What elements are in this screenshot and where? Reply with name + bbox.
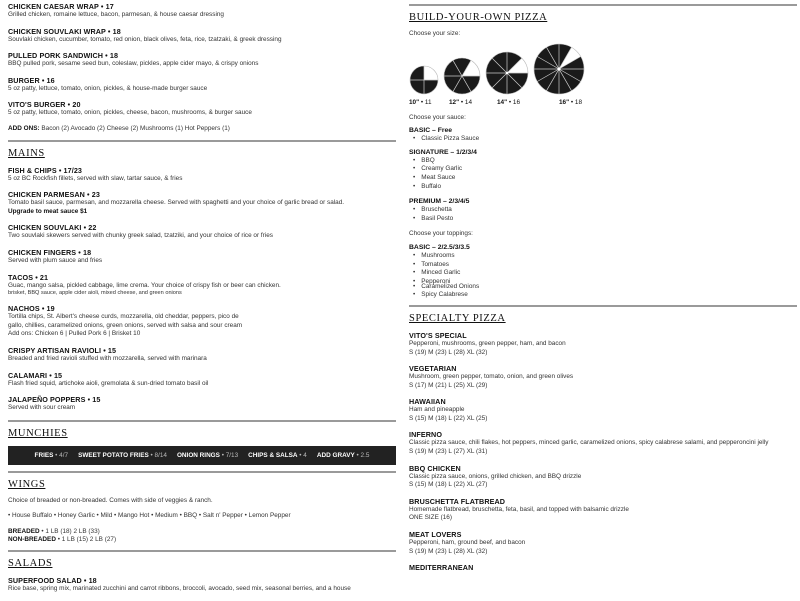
size-label: 12" • 14 (449, 98, 473, 106)
menu-item (409, 364, 797, 390)
divider (409, 305, 797, 307)
topping-option: • Tomatoes (409, 261, 797, 270)
item-desc-overlap: brisket, BBQ sauce, apple cider aioli, mixed cheese, and green onions (8, 290, 182, 297)
topping-option: • Minced Garlic (409, 269, 797, 278)
section-title-specialty-pizza: SPECIALTY PIZZA (409, 312, 506, 324)
munchies-item: SWEET POTATO FRIES • 8/14 (78, 451, 167, 459)
topping-prompt: Choose your toppings: (409, 230, 473, 238)
item-desc: Ham and pineapple (409, 406, 465, 414)
item-prices: S (15) M (18) L (22) XL (25) (409, 414, 488, 422)
topping-group-head: BASIC – 2/2.5/3/3.5 (409, 243, 470, 251)
size-label: 14" • 16 (497, 98, 521, 106)
munchies-item: CHIPS & SALSA • 4 (248, 451, 307, 459)
item-desc: Grilled chicken, romaine lettuce, bacon, parmesan, & house caesar dressing (8, 11, 224, 18)
item-name: BRUSCHETTA FLATBREAD (409, 496, 506, 506)
sauce-prompt: Choose your sauce: (409, 113, 466, 121)
topping-option: • Pepperoni (409, 278, 797, 281)
item-desc: Mushroom, green pepper, tomato, onion, and green olives (409, 373, 574, 381)
item-prices: ONE SIZE (16) (409, 514, 452, 522)
divider (8, 471, 396, 473)
item-desc: Classic pizza sauce, onions, grilled chicken, and BBQ drizzle (409, 472, 582, 480)
item-add-ons: Add ons: Chicken 6 | Pulled Pork 6 | Brisket 10 (8, 330, 141, 338)
section-title-wings: WINGS (8, 478, 46, 490)
item-desc: Served with sour cream (8, 404, 76, 412)
sauce-option: • Creamy Garlic (409, 165, 797, 174)
add-ons (8, 125, 396, 134)
menu-item (8, 304, 396, 339)
right-column (409, 2, 797, 579)
divider (8, 140, 396, 142)
item-name: MEAT LOVERS (409, 530, 462, 540)
item-prices: S (17) M (21) L (25) XL (29) (409, 381, 488, 389)
menu-item (8, 27, 396, 45)
sauce-option: • Basil Pesto (409, 215, 797, 224)
item-desc: Breaded and fried ravioli stuffed with mozzarella, served with marinara (8, 354, 207, 362)
item-name: CALAMARI • 15 (8, 370, 63, 380)
munchies-item: ADD GRAVY • 2.5 (316, 451, 370, 459)
item-upgrade: Upgrade to meat sauce $1 (8, 207, 88, 215)
item-name: BBQ CHICKEN (409, 463, 461, 473)
item-name: VEGETARIAN (409, 364, 457, 374)
topping-option: • Spicy Calabrese (409, 291, 797, 300)
pizza-12-icon (443, 57, 481, 95)
sauce-option: • Buffalo (409, 183, 797, 192)
item-desc: Classic pizza sauce, chili flakes, hot peppers, minced garlic, caramelized onions, spicy calabrese salami, and pepperoncini jelly (409, 439, 769, 447)
menu-item (409, 430, 797, 456)
pizza-10-icon (409, 65, 439, 95)
sauce-group (409, 148, 797, 191)
item-desc: 5 oz patty, lettuce, tomato, onion, pickles, & house-made burger sauce (8, 84, 208, 92)
sauce-option: • Bruschetta (409, 206, 797, 215)
item-prices: S (19) M (23) L (28) XL (32) (409, 348, 488, 356)
menu-item (8, 576, 396, 594)
sauce-group-head: BASIC – Free (409, 127, 453, 135)
item-prices: S (19) M (23) L (28) XL (32) (409, 547, 488, 555)
menu-item (8, 100, 396, 118)
item-desc: Flash fried squid, artichoke aioli, gremolata & sun-dried tomato basil oil (8, 379, 209, 387)
menu-item (409, 530, 797, 556)
left-column (8, 2, 396, 601)
menu-item (409, 464, 797, 490)
wings-nonbreaded: NON-BREADED • 1 LB (15) 2 LB (27) (8, 536, 117, 544)
pizza-16-icon (533, 43, 585, 95)
munchies-bar (8, 446, 396, 465)
item-name: VITO'S BURGER • 20 (8, 100, 81, 110)
item-name: MEDITERRANEAN (409, 563, 474, 573)
sauce-group-head: SIGNATURE – 1/2/3/4 (409, 148, 477, 156)
sauce-option: • Classic Pizza Sauce (409, 135, 797, 144)
menu-item (8, 395, 396, 413)
item-desc: Pepperoni, mushrooms, green pepper, ham, and bacon (409, 339, 566, 347)
section-title-byo-pizza: BUILD-YOUR-OWN PIZZA (409, 12, 548, 23)
pizza-size-chart (409, 43, 797, 95)
item-desc: Rice base, spring mix, marinated zucchini and carrot ribbons, broccoli, avocado, seed mix, seasonal berries, and a house (8, 585, 351, 593)
item-desc: Souvlaki chicken, cucumber, tomato, red onion, black olives, feta, rice, tzatzaki, & greek dressing (8, 35, 282, 43)
item-desc: BBQ pulled pork, sesame seed bun, coleslaw, pickles, apple cider mayo, & crispy onions (8, 60, 259, 68)
sauce-group-head: PREMIUM – 2/3/4/5 (409, 198, 470, 206)
item-desc: Pepperoni, ham, ground beef, and bacon (409, 539, 526, 547)
wings-flavours: • House Buffalo • Honey Garlic • Mild • Mango Hot • Medium • BBQ • Salt n' Pepper • Lemon Pepper (8, 512, 291, 520)
pizza-size-labels (409, 99, 797, 106)
size-prompt: Choose your size: (409, 30, 461, 37)
section-title-mains: MAINS (8, 147, 45, 159)
menu-item (8, 346, 396, 364)
item-prices: S (19) M (23) L (27) XL (31) (409, 448, 488, 456)
sauce-group (409, 126, 797, 144)
menu-item (409, 397, 797, 423)
size-label: 16" • 18 (559, 98, 583, 106)
menu-item (8, 2, 396, 20)
item-prices: S (15) M (18) L (22) XL (27) (409, 481, 488, 489)
item-desc: Served with plum sauce and fries (8, 256, 103, 264)
item-desc: Homemade flatbread, bruschetta, feta, basil, and topped with balsamic drizzle (409, 505, 629, 513)
menu-item (8, 223, 396, 241)
add-ons-text: Bacon (2) Avocado (2) Cheese (2) Mushrooms (1) Hot Peppers (1) (41, 124, 230, 132)
munchies-item: FRIES • 4/7 (34, 451, 69, 459)
munchies-item: ONION RINGS • 7/13 (176, 451, 239, 459)
item-name: INFERNO (409, 430, 443, 440)
item-name: JALAPEÑO POPPERS • 15 (8, 395, 101, 405)
menu-item (8, 190, 396, 216)
item-name: HAWAIIAN (409, 397, 446, 407)
add-ons-label: ADD ONS: (8, 124, 40, 132)
item-name: CHICKEN CAESAR WRAP • 17 (8, 2, 114, 11)
item-name: CHICKEN SOUVLAKI WRAP • 18 (8, 26, 121, 36)
item-name: CRISPY ARTISAN RAVIOLI • 15 (8, 345, 117, 355)
item-name: BURGER • 16 (8, 75, 55, 85)
item-desc: Tortilla chips, St. Albert's cheese curds, mozzarella, old cheddar, peppers, pico de (8, 313, 239, 321)
item-desc: 5 oz BC Rockfish fillets, served with slaw, tartar sauce, & fries (8, 174, 183, 182)
item-desc: Tomato basil sauce, parmesan, and mozzarella cheese. Served with spaghetti and your choice of garlic bread or salad. (8, 199, 345, 207)
item-desc: 5 oz patty, lettuce, tomato, onion, pickles, cheese, bacon, mushrooms, & burger sauce (8, 109, 252, 117)
pizza-14-icon (485, 51, 529, 95)
item-name: FISH & CHIPS • 17/23 (8, 165, 83, 175)
divider (409, 4, 797, 6)
sauce-group (409, 197, 797, 223)
item-name: SUPERFOOD SALAD • 18 (8, 576, 97, 586)
menu-item (8, 371, 396, 389)
menu-item (8, 76, 396, 94)
item-name: CHICKEN PARMESAN • 23 (8, 190, 100, 200)
item-name: TACOS • 21 (8, 272, 49, 282)
item-name: CHICKEN FINGERS • 18 (8, 247, 92, 257)
topping-option: • Mushrooms (409, 252, 797, 261)
item-desc: Two souvlaki skewers served with chunky greek salad, tzatziki, and your choice of rice or fries (8, 232, 273, 240)
wings-intro: Choice of breaded or non-breaded. Comes with side of veggies & ranch. (8, 496, 213, 504)
menu-item (8, 273, 396, 298)
divider (8, 420, 396, 422)
menu-item (409, 497, 797, 523)
item-name: CHICKEN SOUVLAKI • 22 (8, 223, 97, 233)
section-title-munchies: MUNCHIES (8, 427, 68, 439)
item-desc: Guac, mango salsa, pickled cabbage, lime crema. Your choice of crispy fish or beer can chicken. (8, 281, 281, 289)
size-label: 10" • 11 (409, 98, 432, 106)
wings-breaded: BREADED • 1 LB (18) 2 LB (33) (8, 527, 100, 535)
topping-option: • Caramelized Onions (409, 283, 797, 292)
menu-item (409, 563, 797, 572)
menu-item (8, 248, 396, 266)
item-name: PULLED PORK SANDWICH • 18 (8, 51, 119, 61)
item-name: VITO'S SPECIAL (409, 330, 467, 340)
section-title-salads: SALADS (8, 558, 53, 570)
item-name: NACHOS • 19 (8, 304, 55, 314)
sauce-option: • BBQ (409, 157, 797, 166)
menu-item (8, 166, 396, 184)
menu-item (409, 331, 797, 357)
divider (8, 550, 396, 552)
item-desc: gallo, chillies, caramelized onions, green onions, served with salsa and sour cream (8, 321, 243, 329)
topping-group (409, 243, 797, 300)
sauce-option: • Meat Sauce (409, 174, 797, 183)
menu-item (8, 51, 396, 69)
